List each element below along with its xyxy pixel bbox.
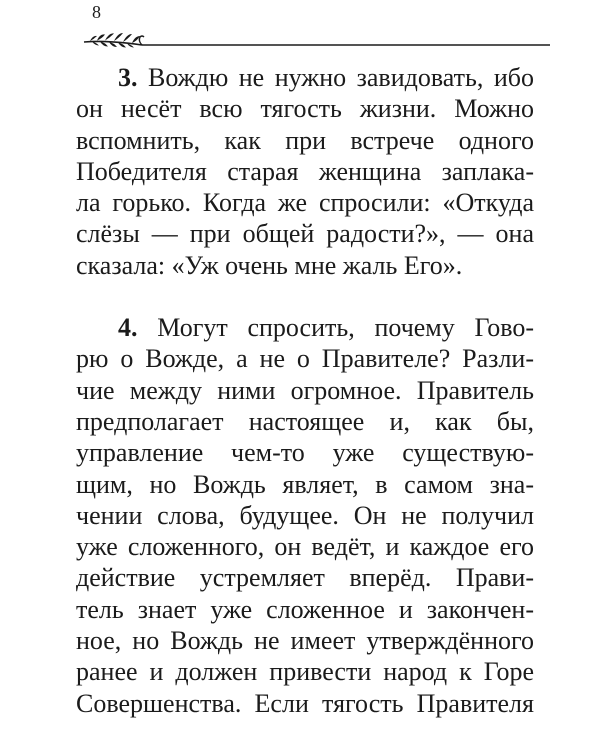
text-line — [76, 62, 534, 93]
paragraph-number: 4. — [118, 313, 138, 343]
text-line: ное, но Вождь не имеет утверждённого — [76, 626, 534, 656]
text-line: действие устремляет вперёд. Прави- — [76, 563, 534, 593]
paragraph-4 — [76, 312, 534, 719]
text-line: щим, но Вождь являет, в самом зна- — [76, 469, 534, 499]
fern-ornament-icon — [80, 20, 550, 50]
text-line: вспомнить, как при встрече одного — [76, 125, 534, 155]
text-line: Победителя старая женщина заплака- — [76, 156, 534, 186]
text-line: предполагает настоящее и, как бы, — [76, 406, 534, 436]
paragraph-number: 3. — [118, 63, 138, 92]
paragraph-3 — [76, 62, 534, 281]
paragraph-gap — [76, 281, 534, 312]
text-line: он несёт всю тягость жизни. Можно — [76, 94, 534, 124]
text-line: чении слова, будущее. Он не получил — [76, 500, 534, 530]
text-line: ранее и должен привести народ к Горе — [76, 657, 534, 687]
text-line: слёзы — при общей радости?», — она — [76, 219, 534, 249]
text-line: тель знает уже сложенное и закончен- — [76, 594, 534, 624]
text-segment: Могут спросить, почему Гово- — [137, 313, 534, 343]
text-line: чие между ними огромное. Правитель — [76, 375, 534, 405]
text-line: ла горько. Когда же спросили: «Откуда — [76, 188, 534, 218]
text-line: уже сложенного, он ведёт, и каждое его — [76, 532, 534, 562]
page-number: 8 — [92, 2, 101, 22]
text-line: управление чем-то уже существую- — [76, 438, 534, 468]
text-line: Совершенства. Если тягость Правителя — [76, 688, 534, 718]
text-segment: Вождю не нужно завидовать, ибо — [137, 63, 534, 92]
body-text — [76, 62, 534, 719]
text-line: рю о Вожде, а не о Правителе? Разли- — [76, 344, 534, 374]
text-line — [76, 312, 534, 343]
text-line: сказала: «Уж очень мне жаль Его». — [76, 250, 463, 280]
